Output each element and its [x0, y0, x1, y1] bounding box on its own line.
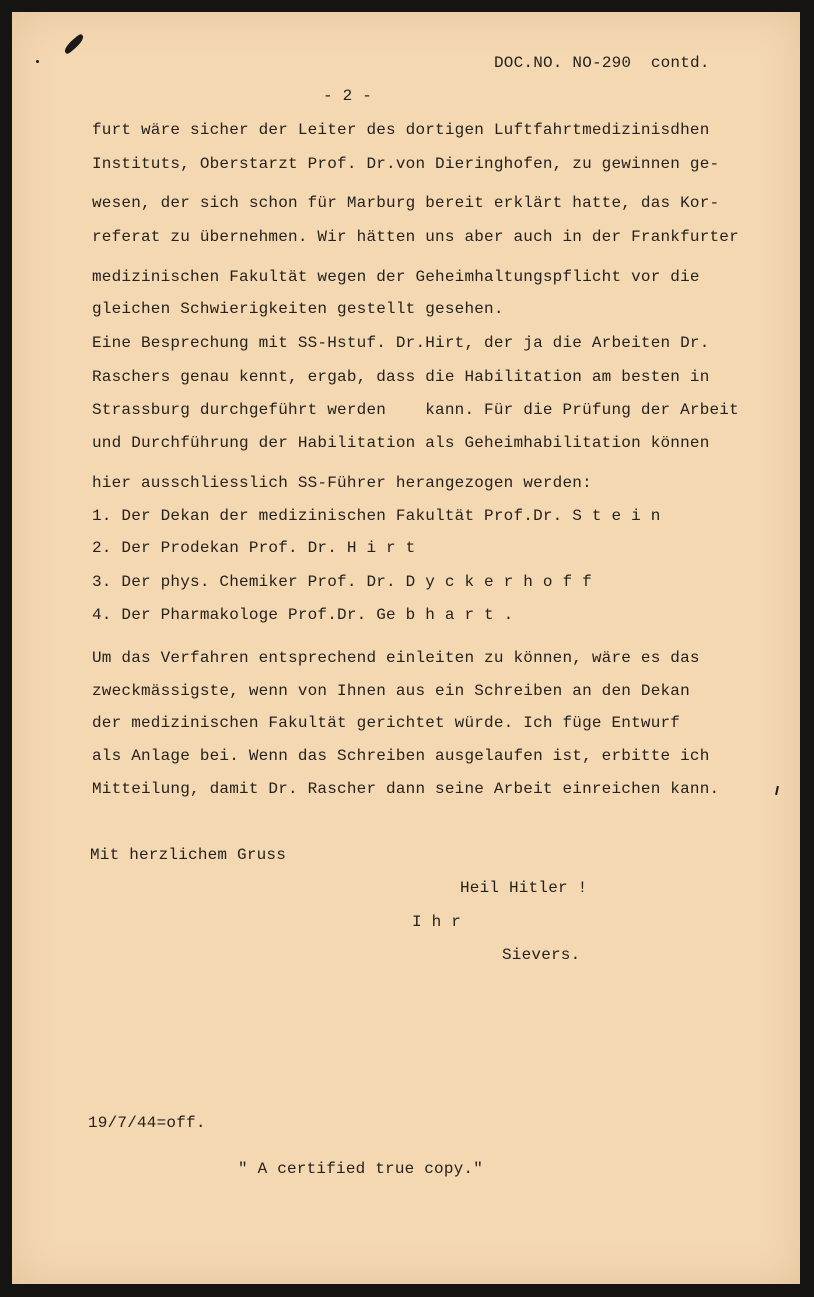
body-line: medizinischen Fakultät wegen der Geheimhaltungspflicht vor die: [92, 268, 700, 286]
signature: Sievers.: [502, 946, 581, 964]
body-line: als Anlage bei. Wenn das Schreiben ausgelaufen ist, erbitte ich: [92, 747, 710, 765]
body-line: Eine Besprechung mit SS-Hstuf. Dr.Hirt, der ja die Arbeiten Dr.: [92, 334, 710, 352]
body-line: zweckmässigste, wenn von Ihnen aus ein Schreiben an den Dekan: [92, 682, 690, 700]
body-line: referat zu übernehmen. Wir hätten uns aber auch in der Frankfurter: [92, 228, 739, 246]
body-line: wesen, der sich schon für Marburg bereit erklärt hatte, das Kor-: [92, 194, 720, 212]
body-line: furt wäre sicher der Leiter des dortigen Luftfahrtmedizinisdhen: [92, 121, 710, 139]
body-line: Strassburg durchgeführt werden kann. Für die Prüfung der Arbeit: [92, 401, 739, 419]
ink-tick: [775, 786, 779, 795]
closing: I h r: [412, 913, 462, 931]
document-page: [12, 12, 800, 1284]
body-line: und Durchführung der Habilitation als Geheimhabilitation können: [92, 434, 710, 452]
list-item: 1. Der Dekan der medizinischen Fakultät Prof.Dr. S t e i n: [92, 507, 661, 525]
date-reference: 19/7/44=off.: [88, 1114, 206, 1132]
salute: Heil Hitler !: [460, 879, 588, 897]
body-line: Raschers genau kennt, ergab, dass die Habilitation am besten in: [92, 368, 710, 386]
body-line: gleichen Schwierigkeiten gestellt gesehen.: [92, 300, 504, 318]
list-item: 4. Der Pharmakologe Prof.Dr. Ge b h a r t .: [92, 606, 514, 624]
list-item: 3. Der phys. Chemiker Prof. Dr. D y c k e r h o f f: [92, 573, 592, 591]
ink-dot: [36, 60, 39, 63]
document-number: DOC.NO. NO-290 contd.: [494, 54, 710, 72]
greeting: Mit herzlichem Gruss: [90, 846, 287, 864]
body-line: Mitteilung, damit Dr. Rascher dann seine Arbeit einreichen kann.: [92, 780, 720, 798]
list-item: 2. Der Prodekan Prof. Dr. H i r t: [92, 539, 416, 557]
ink-mark: [62, 33, 86, 55]
body-line: hier ausschliesslich SS-Führer herangezogen werden:: [92, 474, 592, 492]
certification-note: " A certified true copy.": [238, 1160, 484, 1178]
body-line: der medizinischen Fakultät gerichtet würde. Ich füge Entwurf: [92, 714, 681, 732]
body-line: Instituts, Oberstarzt Prof. Dr.von Dieringhofen, zu gewinnen ge-: [92, 155, 720, 173]
body-line: Um das Verfahren entsprechend einleiten zu können, wäre es das: [92, 649, 700, 667]
page-number: - 2 -: [323, 87, 373, 105]
